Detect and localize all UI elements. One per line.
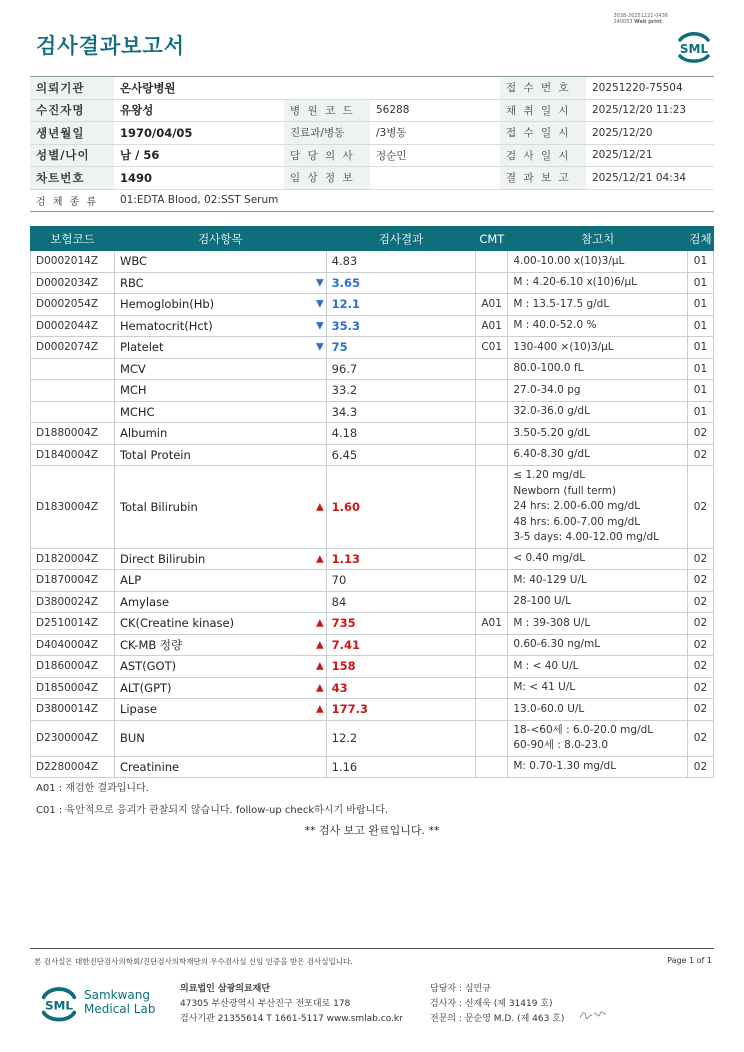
lab-name-line-2: Medical Lab — [84, 1002, 156, 1016]
result-item-cell — [114, 294, 326, 316]
result-item-name: MCHC — [119, 404, 155, 419]
result-cmt — [476, 756, 508, 778]
result-item-cell — [114, 677, 326, 699]
result-item-name: Hemoglobin(Hb) — [119, 297, 215, 312]
result-specimen: 01 — [687, 272, 713, 294]
reference-line: M: 40-129 U/L — [513, 573, 587, 586]
result-reference — [508, 699, 688, 721]
result-item-cell — [114, 548, 326, 570]
result-cmt — [476, 466, 508, 549]
result-cmt — [476, 423, 508, 445]
result-item-cell — [114, 699, 326, 721]
result-item-cell — [114, 570, 326, 592]
result-row — [31, 401, 714, 423]
result-cmt — [476, 358, 508, 380]
result-reference — [508, 315, 688, 337]
result-item-cell — [114, 466, 326, 549]
result-cmt — [476, 699, 508, 721]
result-cmt — [476, 251, 508, 273]
result-value: 75 — [326, 337, 476, 359]
result-item-cell — [114, 656, 326, 678]
result-item-cell — [114, 251, 326, 273]
result-reference — [508, 294, 688, 316]
report-complete-text: ** 검사 보고 완료입니다. ** — [304, 824, 440, 837]
high-flag-icon: ▲ — [315, 553, 324, 565]
page-number: Page 1 of 1 — [667, 956, 712, 965]
org-name: 의료법인 삼광의료재단 — [180, 984, 271, 994]
high-flag-icon: ▲ — [315, 682, 324, 694]
result-reference — [508, 756, 688, 778]
result-item-cell — [114, 380, 326, 402]
result-reference — [508, 634, 688, 656]
result-code: D1870004Z — [31, 570, 115, 592]
result-specimen: 01 — [687, 315, 713, 337]
reference-line: 18-<60세 : 6.0-20.0 mg/dL — [513, 723, 654, 736]
staff-tester: 검사자 : 신재욱 (제 31419 호) — [430, 999, 553, 1009]
result-value: 33.2 — [326, 380, 476, 402]
result-specimen: 02 — [687, 423, 713, 445]
result-item-cell — [114, 613, 326, 635]
label-chart-number: 차트번호 — [30, 167, 114, 190]
header-reference: 참고치 — [508, 227, 688, 251]
result-reference — [508, 380, 688, 402]
result-item-name: MCV — [119, 361, 146, 376]
result-code: D1820004Z — [31, 548, 115, 570]
result-value: 35.3 — [326, 315, 476, 337]
result-value: 12.2 — [326, 720, 476, 756]
label-receipt-number: 접 수 번 호 — [500, 77, 586, 100]
high-flag-icon: ▲ — [315, 660, 324, 672]
result-row — [31, 613, 714, 635]
result-reference — [508, 548, 688, 570]
result-reference — [508, 251, 688, 273]
patient-info-table — [30, 76, 714, 212]
print-label: Web print — [634, 19, 662, 25]
footer-divider — [30, 948, 714, 949]
result-code: D2510014Z — [31, 613, 115, 635]
note-c01: C01 : 육안적으로 응괴가 관찰되지 않습니다. follow-up check하시기 바랍니다. — [36, 805, 389, 816]
high-flag-icon: ▲ — [315, 639, 324, 651]
value-birth-date: 1970/04/05 — [114, 122, 284, 145]
result-item-name: WBC — [119, 254, 148, 269]
result-item-name: Lipase — [119, 702, 157, 717]
result-cmt — [476, 272, 508, 294]
results-table — [30, 226, 714, 778]
result-value: 735 — [326, 613, 476, 635]
value-collection-time: 2025/12/20 11:23 — [586, 99, 714, 122]
result-specimen: 02 — [687, 699, 713, 721]
header-cmt: CMT — [476, 227, 508, 251]
org-address: 47305 부산광역시 부산진구 전포대로 178 — [180, 999, 351, 1009]
result-row — [31, 272, 714, 294]
value-chart-number: 1490 — [114, 167, 284, 190]
label-collection-time: 채 취 일 시 — [500, 99, 586, 122]
label-receipt-date: 접 수 일 시 — [500, 122, 586, 145]
low-flag-icon: ▼ — [315, 298, 324, 310]
result-specimen: 02 — [687, 444, 713, 466]
result-value: 158 — [326, 656, 476, 678]
result-row — [31, 699, 714, 721]
result-cmt: C01 — [476, 337, 508, 359]
label-attending-doctor: 담 당 의 사 — [284, 144, 370, 167]
sml-logo-icon — [38, 982, 80, 1024]
sml-logo-text: SML — [679, 42, 709, 56]
result-specimen: 01 — [687, 251, 713, 273]
result-cmt — [476, 380, 508, 402]
lab-name-line-1: Samkwang — [84, 988, 150, 1002]
result-item-cell — [114, 358, 326, 380]
result-specimen: 01 — [687, 294, 713, 316]
reference-line: M: < 41 U/L — [513, 681, 576, 693]
staff-specialist: 전문의 : 문순영 M.D. (제 463 호) — [430, 1014, 565, 1024]
sml-logo-icon — [672, 26, 716, 66]
result-item-cell — [114, 315, 326, 337]
info-row-6 — [30, 189, 714, 212]
result-value: 1.16 — [326, 756, 476, 778]
result-cmt: A01 — [476, 294, 508, 316]
result-item-cell — [114, 401, 326, 423]
high-flag-icon: ▲ — [315, 703, 324, 715]
result-item-name: Total Bilirubin — [119, 499, 198, 514]
label-patient-name: 수진자명 — [30, 99, 114, 122]
result-value: 1.13 — [326, 548, 476, 570]
staff-in-charge: 담당자 : 심민규 — [430, 984, 491, 994]
result-specimen: 01 — [687, 337, 713, 359]
result-specimen: 02 — [687, 570, 713, 592]
result-value: 6.45 — [326, 444, 476, 466]
result-value: 43 — [326, 677, 476, 699]
header-test-result: 검사결과 — [326, 227, 476, 251]
result-reference — [508, 401, 688, 423]
low-flag-icon: ▼ — [315, 341, 324, 353]
result-reference — [508, 720, 688, 756]
reference-line: 13.0-60.0 U/L — [513, 702, 585, 715]
result-row — [31, 423, 714, 445]
results-header-row — [31, 227, 714, 251]
signature-icon — [578, 1008, 608, 1022]
reference-line: 130-400 ×(10)3/μL — [513, 340, 614, 353]
result-item-cell — [114, 756, 326, 778]
low-flag-icon: ▼ — [315, 277, 324, 289]
result-code: D3800014Z — [31, 699, 115, 721]
result-reference — [508, 613, 688, 635]
result-item-cell — [114, 337, 326, 359]
high-flag-icon: ▲ — [315, 501, 324, 513]
label-clinical-info: 임 상 정 보 — [284, 167, 370, 190]
result-code: D1850004Z — [31, 677, 115, 699]
result-item-name: CK(Creatine kinase) — [119, 616, 235, 631]
header-specimen: 검체 — [687, 227, 713, 251]
result-cmt — [476, 401, 508, 423]
value-requesting-institution: 온사랑병원 — [114, 77, 500, 100]
result-specimen: 02 — [687, 548, 713, 570]
label-department-ward: 진료과/병동 — [284, 122, 370, 145]
result-specimen: 02 — [687, 613, 713, 635]
result-code — [31, 401, 115, 423]
reference-line: M : 39-308 U/L — [513, 616, 591, 629]
result-row — [31, 358, 714, 380]
result-value: 7.41 — [326, 634, 476, 656]
result-value: 12.1 — [326, 294, 476, 316]
reference-line: 3.50-5.20 g/dL — [513, 426, 590, 439]
result-code: D1880004Z — [31, 423, 115, 445]
info-row-1 — [30, 77, 714, 100]
result-reference — [508, 423, 688, 445]
result-row — [31, 570, 714, 592]
reference-line: 6.40-8.30 g/dL — [513, 448, 590, 460]
value-result-report: 2025/12/21 04:34 — [586, 167, 714, 190]
reference-line: 0.60-6.30 ng/mL — [513, 638, 601, 650]
reference-line: M: 0.70-1.30 mg/dL — [513, 760, 617, 772]
label-birth-date: 생년월일 — [30, 122, 114, 145]
label-result-report: 결 과 보 고 — [500, 167, 586, 190]
label-hospital-code: 병 원 코 드 — [284, 99, 370, 122]
value-clinical-info — [370, 167, 500, 190]
organization-info — [180, 982, 403, 1027]
certification-text: 본 검사실은 대한진단검사의학회/진단검사의학재단의 우수검사실 신임 인증을 받은 검사실입니다. — [34, 957, 353, 966]
label-requesting-institution: 의뢰기관 — [30, 77, 114, 100]
result-item-cell — [114, 720, 326, 756]
page-title: 검사결과보고서 — [36, 34, 186, 58]
result-row — [31, 380, 714, 402]
result-code: D2280004Z — [31, 756, 115, 778]
result-code — [31, 358, 115, 380]
result-row — [31, 294, 714, 316]
result-code: D4040004Z — [31, 634, 115, 656]
result-code: D1840004Z — [31, 444, 115, 466]
result-specimen: 02 — [687, 720, 713, 756]
result-item-cell — [114, 272, 326, 294]
result-cmt — [476, 677, 508, 699]
result-specimen: 02 — [687, 466, 713, 549]
result-reference — [508, 677, 688, 699]
reference-line: < 0.40 mg/dL — [513, 552, 586, 564]
result-reference — [508, 656, 688, 678]
result-item-name: CK-MB 정량 — [119, 637, 183, 652]
info-row-3 — [30, 122, 714, 145]
result-value: 34.3 — [326, 401, 476, 423]
sml-logo-text: SML — [44, 998, 74, 1013]
value-receipt-date: 2025/12/20 — [586, 122, 714, 145]
result-code: D3800024Z — [31, 591, 115, 613]
result-specimen: 02 — [687, 634, 713, 656]
result-row — [31, 251, 714, 273]
result-item-name: ALP — [119, 573, 142, 588]
result-specimen: 01 — [687, 380, 713, 402]
result-item-cell — [114, 444, 326, 466]
reference-line: 28-100 U/L — [513, 595, 571, 607]
reference-line: 60-90세 : 8.0-23.0 — [513, 739, 609, 751]
result-row — [31, 466, 714, 549]
result-item-cell — [114, 591, 326, 613]
result-row — [31, 677, 714, 699]
reference-line: M : < 40 U/L — [513, 659, 579, 672]
result-item-cell — [114, 634, 326, 656]
result-item-name: Albumin — [119, 426, 168, 441]
label-test-date: 검 사 일 시 — [500, 144, 586, 167]
reference-line: Newborn (full term) — [513, 484, 617, 497]
result-cmt: A01 — [476, 613, 508, 635]
result-specimen: 02 — [687, 591, 713, 613]
value-specimen-type: 01:EDTA Blood, 02:SST Serum — [114, 189, 714, 212]
result-code: D1860004Z — [31, 656, 115, 678]
value-hospital-code: 56288 — [370, 99, 500, 122]
result-row — [31, 720, 714, 756]
reference-line: 24 hrs: 2.00-6.00 mg/dL — [513, 500, 641, 512]
low-flag-icon: ▼ — [315, 320, 324, 332]
info-row-4 — [30, 144, 714, 167]
header-test-item: 검사항목 — [114, 227, 326, 251]
result-value: 96.7 — [326, 358, 476, 380]
result-item-name: BUN — [119, 731, 145, 745]
reference-line: 48 hrs: 6.00-7.00 mg/dL — [513, 515, 641, 528]
result-row — [31, 591, 714, 613]
reference-line: ≤ 1.20 mg/dL — [513, 469, 586, 481]
results-body — [31, 251, 714, 778]
info-row-2 — [30, 99, 714, 122]
result-row — [31, 656, 714, 678]
info-row-5 — [30, 167, 714, 190]
result-reference — [508, 466, 688, 549]
reference-line: 4.00-10.00 x(10)3/μL — [513, 254, 625, 267]
result-item-name: MCH — [119, 383, 147, 398]
note-a01: A01 : 재검한 결과입니다. — [36, 783, 149, 794]
result-specimen: 02 — [687, 677, 713, 699]
result-cmt — [476, 591, 508, 613]
reference-line: 32.0-36.0 g/dL — [513, 405, 590, 417]
result-code: D2300004Z — [31, 720, 115, 756]
print-code-line-1: 3038-20251221-0436 — [613, 13, 668, 19]
result-code: D1830004Z — [31, 466, 115, 549]
result-reference — [508, 570, 688, 592]
result-item-name: Amylase — [119, 594, 170, 609]
reference-line: M : 4.20-6.10 x(10)6/μL — [513, 276, 637, 288]
result-row — [31, 634, 714, 656]
result-row — [31, 444, 714, 466]
reference-line: 27.0-34.0 pg — [513, 383, 581, 396]
result-cmt — [476, 444, 508, 466]
result-code: D0002054Z — [31, 294, 115, 316]
value-sex-age: 남 / 56 — [114, 144, 284, 167]
value-receipt-number: 20251220-75504 — [586, 77, 714, 100]
result-specimen: 01 — [687, 401, 713, 423]
result-code: D0002074Z — [31, 337, 115, 359]
result-reference — [508, 358, 688, 380]
result-value: 1.60 — [326, 466, 476, 549]
reference-line: M : 40.0-52.0 % — [513, 319, 597, 331]
result-reference — [508, 444, 688, 466]
value-department-ward: /3병동 — [370, 122, 500, 145]
result-item-name: AST(GOT) — [119, 659, 177, 674]
org-contact: 검사기관 21355614 T 1661-5117 www.smlab.co.kr — [180, 1014, 403, 1024]
reference-line: 80.0-100.0 fL — [513, 362, 584, 374]
result-specimen: 02 — [687, 756, 713, 778]
value-attending-doctor: 정순민 — [370, 144, 500, 167]
result-reference — [508, 337, 688, 359]
reference-line: M : 13.5-17.5 g/dL — [513, 297, 610, 310]
result-value: 4.83 — [326, 251, 476, 273]
result-item-name: ALT(GPT) — [119, 680, 172, 695]
lab-name — [84, 988, 155, 1016]
result-row — [31, 315, 714, 337]
result-item-name: RBC — [119, 275, 144, 290]
result-value: 177.3 — [326, 699, 476, 721]
high-flag-icon: ▲ — [315, 617, 324, 629]
header-insurance-code: 보험코드 — [31, 227, 115, 251]
result-specimen: 01 — [687, 358, 713, 380]
result-cmt — [476, 548, 508, 570]
result-value: 4.18 — [326, 423, 476, 445]
result-row — [31, 337, 714, 359]
result-cmt — [476, 656, 508, 678]
label-sex-age: 성별/나이 — [30, 144, 114, 167]
result-item-name: Creatinine — [119, 759, 180, 774]
result-specimen: 02 — [687, 656, 713, 678]
print-code-number: 240053 — [613, 19, 633, 25]
result-value: 3.65 — [326, 272, 476, 294]
result-value: 84 — [326, 591, 476, 613]
result-cmt — [476, 720, 508, 756]
result-item-name: Platelet — [119, 340, 164, 355]
reference-line: 3-5 days: 4.00-12.00 mg/dL — [513, 531, 659, 543]
result-code: D0002014Z — [31, 251, 115, 273]
staff-info — [430, 982, 564, 1027]
result-item-name: Hematocrit(Hct) — [119, 318, 213, 333]
result-row — [31, 548, 714, 570]
result-item-name: Total Protein — [119, 447, 191, 462]
result-cmt: A01 — [476, 315, 508, 337]
result-code: D0002034Z — [31, 272, 115, 294]
print-code — [613, 13, 668, 25]
result-code: D0002044Z — [31, 315, 115, 337]
result-code — [31, 380, 115, 402]
label-specimen-type: 검 체 종 류 — [30, 189, 114, 212]
result-value: 70 — [326, 570, 476, 592]
value-patient-name: 유왕성 — [114, 99, 284, 122]
result-cmt — [476, 570, 508, 592]
print-code-line-2 — [613, 19, 668, 25]
value-test-date: 2025/12/21 — [586, 144, 714, 167]
result-item-name: Direct Bilirubin — [119, 551, 206, 566]
result-reference — [508, 591, 688, 613]
result-row — [31, 756, 714, 778]
result-item-cell — [114, 423, 326, 445]
result-cmt — [476, 634, 508, 656]
result-reference — [508, 272, 688, 294]
